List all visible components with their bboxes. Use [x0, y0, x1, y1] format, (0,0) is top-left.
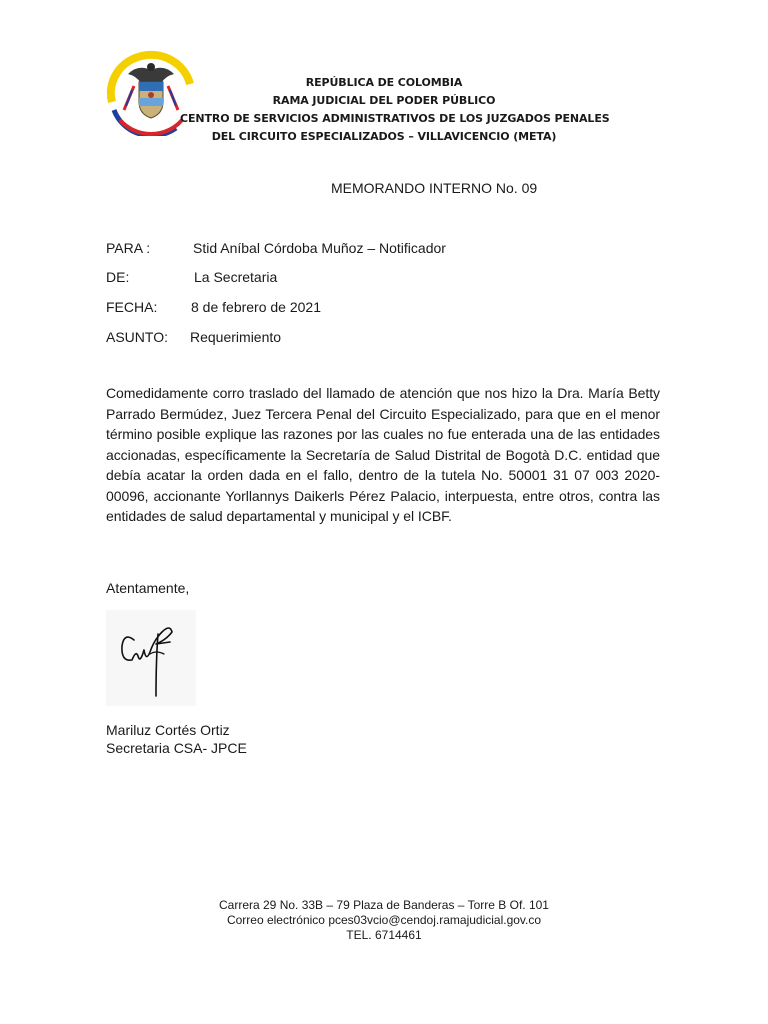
- field-asunto-value: Requerimiento: [190, 329, 282, 345]
- signer-title: Secretaria CSA- JPCE: [106, 740, 247, 756]
- handwritten-signature: [106, 610, 196, 706]
- header-line-3: CENTRO DE SERVICIOS ADMINISTRATIVOS DE LOS JUZGADOS PENALES: [180, 112, 610, 125]
- footer: [0, 898, 768, 943]
- footer-email: Correo electrónico pces03vcio@cendoj.ramajudicial.gov.co: [226, 913, 542, 927]
- header-line-1: REPÚBLICA DE COLOMBIA: [305, 76, 463, 89]
- header-line-4: DEL CIRCUITO ESPECIALIZADOS – VILLAVICENCIO (META): [211, 130, 557, 143]
- field-fecha-value: 8 de febrero de 2021: [191, 299, 321, 315]
- memo-title: MEMORANDO INTERNO No. 09: [331, 180, 538, 196]
- field-asunto-label: ASUNTO:: [106, 329, 168, 345]
- letterhead: [180, 74, 610, 146]
- footer-address: Carrera 29 No. 33B – 79 Plaza de Banderas – Torre B Of. 101: [219, 898, 549, 912]
- closing: Atentamente,: [106, 580, 190, 596]
- field-de-label: DE:: [106, 269, 130, 285]
- header-line-2: RAMA JUDICIAL DEL PODER PÚBLICO: [272, 94, 496, 107]
- signer-block: [106, 721, 247, 757]
- field-para-label: PARA :: [106, 240, 151, 256]
- footer-phone: TEL. 6714461: [346, 928, 422, 942]
- signer-name: Mariluz Cortés Ortiz: [106, 722, 230, 738]
- field-fecha-label: FECHA:: [106, 299, 158, 315]
- field-de-value: La Secretaria: [194, 269, 278, 285]
- field-para-value: Stid Aníbal Córdoba Muñoz – Notificador: [193, 240, 446, 256]
- memo-body: Comedidamente corro traslado del llamado de atención que nos hizo la Dra. María Betty Parrado Bermúdez, Juez Tercera Penal del Circuito Especializado, para que en el menor término posible explique las razones por las cuales no fue enterada una de las entidades accionadas, específicamente la Secretaría de Salud Distrital de Bogotà D.C. entidad que debía acatar la orden dada en el fallo, dentro de la tutela No. 50001 31 07 003 2020-00096, accionante Yorllannys Daikerls Pérez Palacio, interpuesta, entre otros, contra las entidades de salud departamental y municipal y el ICBF.: [106, 385, 660, 524]
